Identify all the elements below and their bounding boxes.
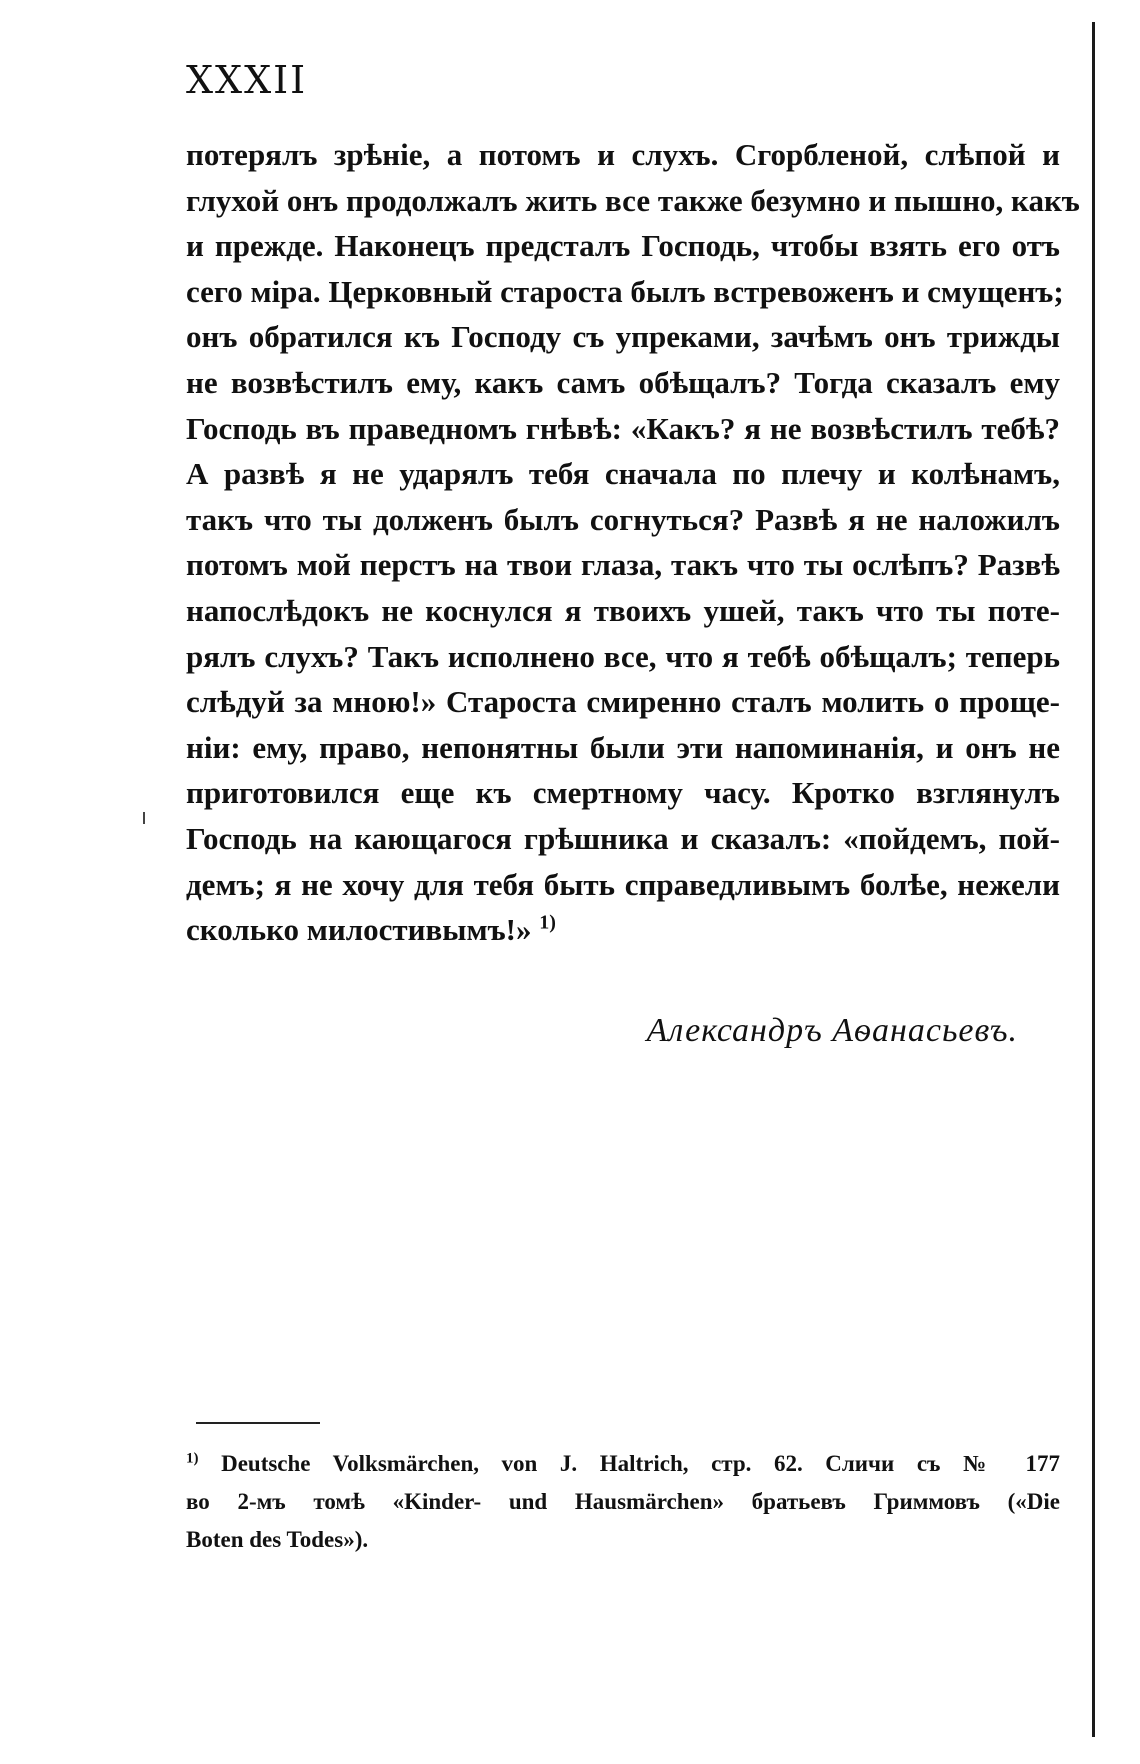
body-line-last [186,907,1060,953]
body-line: рялъ слухъ? Такъ исполнено все, что я тебѣ обѣщалъ; теперь [186,638,1060,674]
page-number: XXXII [186,58,308,102]
body-line: и прежде. Наконецъ предсталъ Господь, чтобы взять его отъ [186,228,1060,264]
footnote-line: Boten des Todes»). [186,1527,369,1552]
author-signature: Александръ Аѳанасьевъ. [646,1012,1018,1049]
body-line: Господь въ праведномъ гнѣвѣ: «Какъ? я не возвѣстилъ тебѣ? [186,410,1060,446]
body-line: такъ что ты долженъ былъ согнуться? Развѣ я не наложилъ [186,501,1060,537]
footnote-divider [196,1422,320,1424]
body-line: глухой онъ продолжалъ жить все также безумно и пышно, какъ [186,182,1080,218]
body-line: напослѣдокъ не коснулся я твоихъ ушей, такъ что ты поте- [186,592,1060,628]
body-line: демъ; я не хочу для тебя быть справедливымъ болѣе, нежели [186,866,1060,902]
body-line: А развѣ я не ударялъ тебя сначала по плечу и колѣнамъ, [186,456,1060,492]
margin-mark [143,812,145,824]
footnote-line: во 2-мъ томѣ «Kinder- und Hausmärchen» братьевъ Гриммовъ («Die [186,1489,1060,1514]
footnote-marker: 1) [186,1450,199,1467]
body-line: приготовился еще къ смертному часу. Кротко взглянулъ [186,775,1060,811]
footnote-line [186,1445,1060,1483]
body-line: потомъ мой перстъ на твои глаза, такъ что ты ослѣпъ? Развѣ [186,547,1060,583]
body-line: онъ обратился къ Господу съ упреками, зачѣмъ онъ трижды [186,319,1060,355]
body-line: потерялъ зрѣніе, а потомъ и слухъ. Сгорбленой, слѣпой и [186,137,1060,172]
body-line: Господь на кающагося грѣшника и сказалъ: «пойдемъ, пой- [186,820,1060,856]
footnote-reference[interactable]: 1) [539,911,556,934]
body-line: слѣдуй за мною!» Староста смиренно сталъ молить о проще- [186,684,1060,720]
body-line: не возвѣстилъ ему, какъ самъ обѣщалъ? Тогда сказалъ ему [186,364,1060,400]
body-text [186,132,1080,953]
body-line: сего міра. Церковный староста былъ встревоженъ и смущенъ; [186,273,1064,309]
footnote-text: Deutsche Volksmärchen, von J. Haltrich, стр. 62. Сличи съ № 177 [221,1451,1061,1476]
body-line-text: сколько милостивымъ!» [186,912,532,948]
body-line: ніи: ему, право, непонятны были эти напоминанія, и онъ не [186,729,1060,765]
page-edge-line [1092,22,1095,1737]
footnotes [186,1445,1060,1559]
